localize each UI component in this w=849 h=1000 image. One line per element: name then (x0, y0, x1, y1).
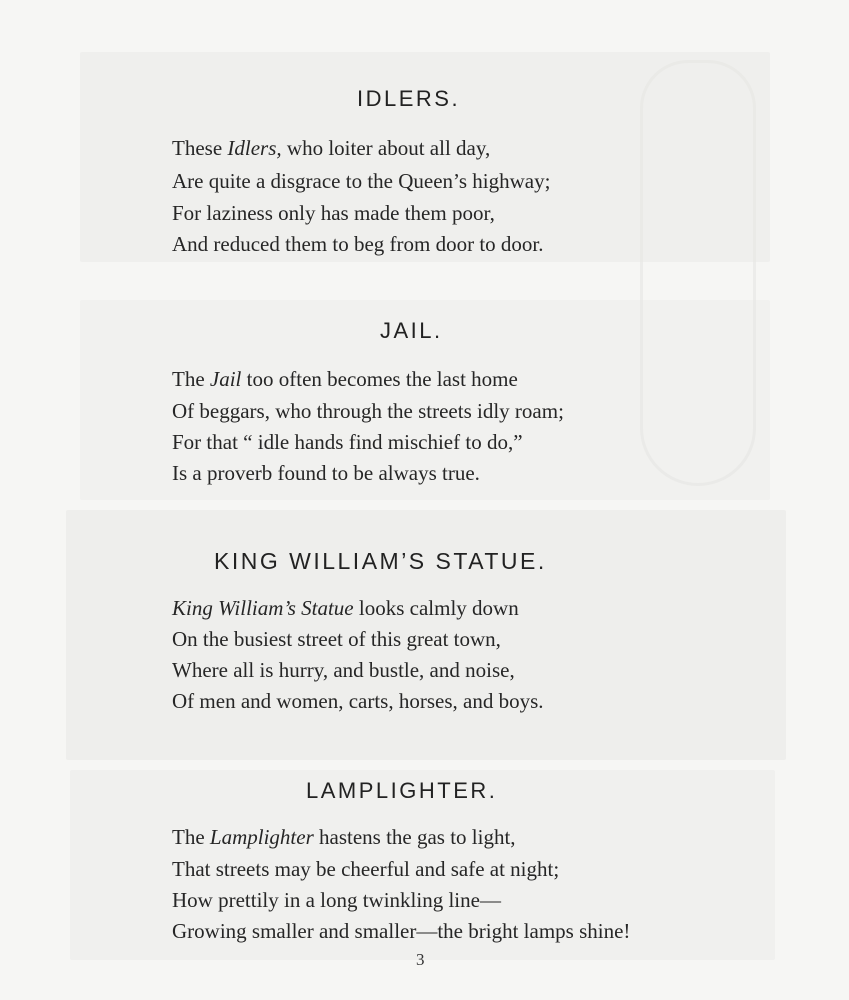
poem-title-jail: JAIL. (380, 318, 443, 343)
poem-line: How prettily in a long twinkling line— (172, 888, 501, 912)
poem-title-idlers: IDLERS. (357, 86, 461, 111)
poem-line: On the busiest street of this great town, (172, 627, 501, 651)
poem-line: Is a proverb found to be always true. (172, 461, 480, 485)
poem-line: Of men and women, carts, horses, and boys. (172, 689, 544, 713)
bleed-through-letter (640, 60, 756, 486)
italic-phrase: Lamplighter (209, 825, 314, 849)
poem-line: That streets may be cheerful and safe at night; (172, 857, 560, 881)
poem-line: And reduced them to beg from door to door. (172, 232, 544, 256)
poem-line: Where all is hurry, and bustle, and noise, (172, 658, 515, 682)
poem-title-king-williams-statue: KING WILLIAM’S STATUE. (214, 548, 547, 574)
italic-phrase: King William’s Statue (172, 596, 354, 620)
poem-line: The Lamplighter hastens the gas to light, (172, 825, 516, 849)
poem-line: For that “ idle hands find mischief to do,” (172, 430, 523, 454)
poem-line: Are quite a disgrace to the Queen’s highway; (172, 169, 551, 193)
poem-line: For laziness only has made them poor, (172, 201, 495, 225)
poem-line: King William’s Statue looks calmly down (172, 596, 519, 620)
poem-line: These Idlers, who loiter about all day, (172, 136, 491, 160)
poem-line: Of beggars, who through the streets idly roam; (172, 399, 564, 423)
italic-phrase: Jail (209, 367, 242, 391)
italic-phrase: Idlers, (227, 136, 282, 160)
page-number: 3 (416, 950, 425, 969)
poem-line: Growing smaller and smaller—the bright lamps shine! (172, 919, 631, 943)
poem-title-lamplighter: LAMPLIGHTER. (306, 778, 498, 803)
poem-line: The Jail too often becomes the last home (172, 367, 518, 391)
